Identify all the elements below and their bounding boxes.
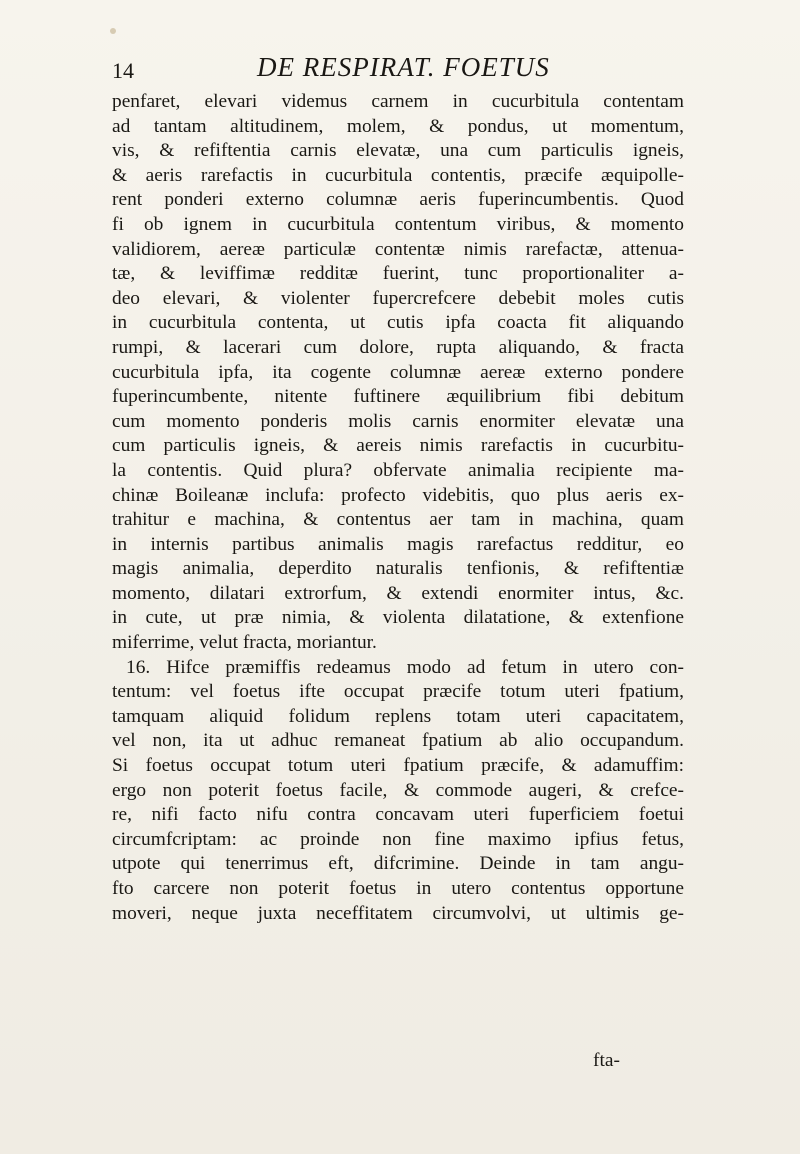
text-line: chinæ Boileanæ inclufa: profecto videbitis, quo plus aeris ex- <box>112 484 684 506</box>
text-line: tæ, & leviffimæ redditæ fuerint, tunc proportionaliter a- <box>112 263 684 285</box>
page-header <box>112 50 682 90</box>
text-line: Si foetus occupat totum uteri fpatium præcife, & adamuffim: <box>112 755 684 777</box>
text-line: fi ob ignem in cucurbitula contentum viribus, & momento <box>112 213 684 235</box>
text-line: in internis partibus animalis magis rarefactus redditur, eo <box>112 533 684 555</box>
text-line: & aeris rarefactis in cucurbitula contentis, præcife æquipolle- <box>112 164 684 186</box>
text-line: fuperincumbente, nitente fuftinere æquilibrium fibi debitum <box>112 386 684 408</box>
text-line: momento, dilatari extrorfum, & extendi enormiter intus, &c. <box>112 582 684 604</box>
text-line: trahitur e machina, & contentus aer tam in machina, quam <box>112 509 684 531</box>
section-16-start-line: 16. Hifce præmiffis redeamus modo ad fetum in utero con- <box>126 656 684 678</box>
text-line: tamquam aliquid folidum replens totam uteri capacitatem, <box>112 705 684 727</box>
text-line: cum particulis igneis, & aereis nimis rarefactis in cucurbitu- <box>112 435 684 457</box>
text-line: validiorem, aereæ particulæ contentæ nimis rarefactæ, attenua- <box>112 238 684 260</box>
text-line: vis, & refiftentia carnis elevatæ, una cum particulis igneis, <box>112 140 684 162</box>
text-line: ad tantam altitudinem, molem, & pondus, ut momentum, <box>112 115 684 137</box>
text-line: in cute, ut præ nimia, & violenta dilatatione, & extenfione <box>112 607 684 629</box>
text-line: penfaret, elevari videmus carnem in cucurbitula contentam <box>112 91 684 112</box>
page-number: 14 <box>112 58 134 83</box>
ink-spot <box>110 28 116 34</box>
text-line: deo elevari, & violenter fupercrefcere debebit moles cutis <box>112 287 684 309</box>
text-line: circumfcriptam: ac proinde non fine maximo ipfius fetus, <box>112 828 684 850</box>
paragraph-end-line: miferrime, velut fracta, moriantur. <box>112 632 377 654</box>
text-line: tentum: vel foetus ifte occupat præcife totum uteri fpatium, <box>112 681 684 703</box>
text-line: utpote qui tenerrimus eft, difcrimine. Deinde in tam angu- <box>112 853 684 875</box>
text-line: cucurbitula ipfa, ita cogente columnæ aereæ externo pondere <box>112 361 684 383</box>
text-line: rent ponderi externo columnæ aeris fuperincumbentis. Quod <box>112 189 684 211</box>
text-line: magis animalia, deperdito naturalis tenfionis, & refiftentiæ <box>112 558 684 580</box>
body-text <box>112 90 684 926</box>
text-line: ergo non poterit foetus facile, & commode augeri, & crefce- <box>112 779 684 801</box>
running-title: DE RESPIRAT. FOETUS <box>257 52 550 82</box>
text-line: vel non, ita ut adhuc remaneat fpatium ab alio occupandum. <box>112 730 684 752</box>
text-line: fto carcere non poterit foetus in utero contentus opportune <box>112 878 684 899</box>
text-line: cum momento ponderis molis carnis enormiter elevatæ una <box>112 410 684 432</box>
text-line: moveri, neque juxta neceffitatem circumvolvi, ut ultimis ge- <box>112 902 684 924</box>
text-line: in cucurbitula contenta, ut cutis ipfa coacta fit aliquando <box>112 312 684 334</box>
text-line: re, nifi facto nifu contra concavam uteri fuperficiem foetui <box>112 804 684 826</box>
text-line: rumpi, & lacerari cum dolore, rupta aliquando, & fracta <box>112 336 684 358</box>
text-line: la contentis. Quid plura? obfervate animalia recipiente ma- <box>112 459 684 481</box>
catchword: fta- <box>593 1050 620 1071</box>
